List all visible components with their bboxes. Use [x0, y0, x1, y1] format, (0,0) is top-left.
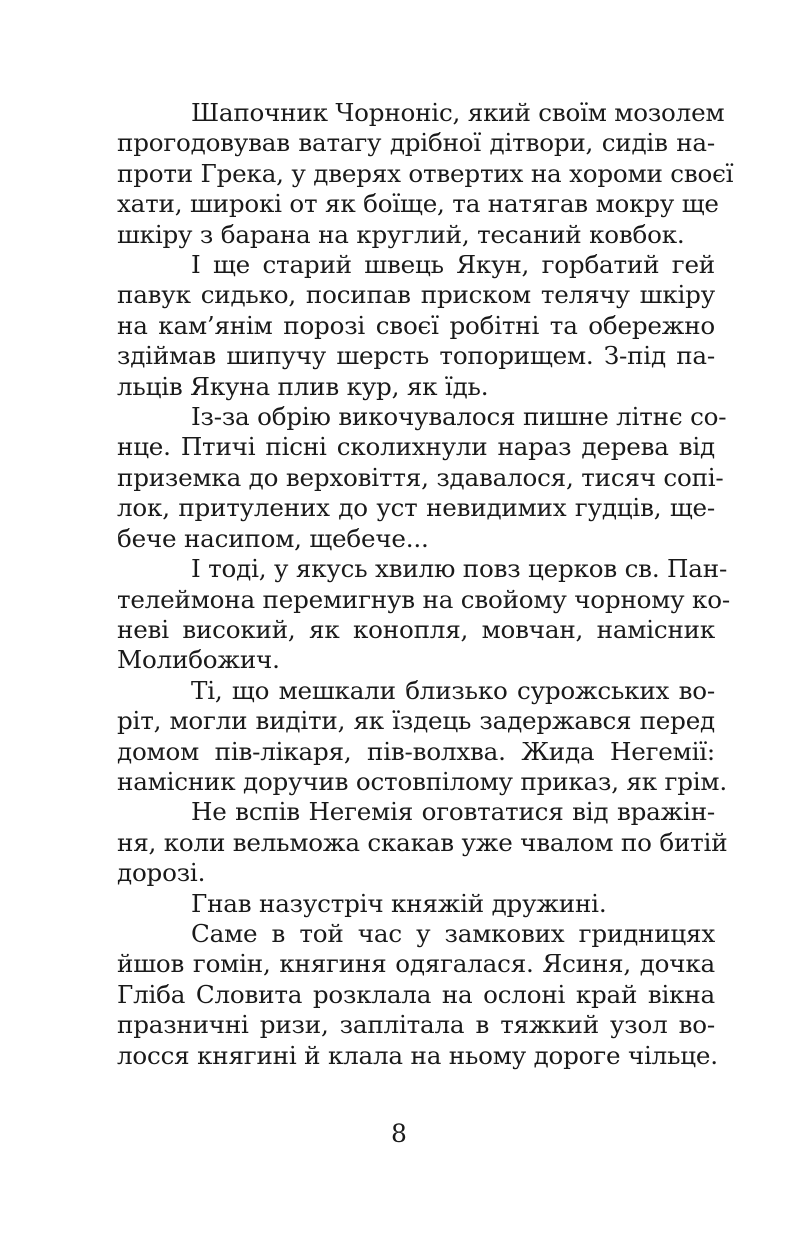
paragraph [117, 250, 715, 402]
text-line: ня, коли вельможа скакав уже чвалом по битій [117, 827, 728, 857]
text-line: Ті, що мешкали близько сурожських во- [191, 675, 715, 705]
text-line: празничні ризи, заплітала в тяжкий узол во- [117, 1010, 715, 1040]
text-line: Шапочник Чорноніс, який своїм мозолем [191, 98, 725, 127]
text-line: приземка до верховіття, здавалося, тисяч сопі- [117, 462, 724, 492]
paragraph [117, 402, 727, 554]
page-number: 8 [391, 1119, 407, 1148]
text-line: Не вспів Негемія оговтатися від вражін- [191, 797, 715, 827]
text-line: здіймав шипучу шерсть топорищем. З-під па- [117, 341, 715, 371]
text-line: проти Грека, у дверях отвертих на хороми своєї [117, 158, 734, 188]
text-line: Із-за обрію викочувалося пишне літнє со- [191, 402, 727, 432]
text-line: неві високий, як конопля, мовчан, намісник [117, 614, 715, 644]
text-line: лосся княгині й клала на ньому дороге чільце. [117, 1040, 718, 1070]
paragraph [117, 98, 734, 250]
text-line: телеймона перемигнув на свойому чорному ко- [117, 584, 730, 614]
text-line: намісник доручив остовпілому приказ, як грім. [117, 766, 727, 796]
text-line: Гнав назустріч княжій дружині. [191, 888, 607, 918]
paragraph [117, 797, 728, 888]
text-line: ріт, могли видіти, як їздець задержався перед [117, 706, 715, 736]
text-line: І ще старий швець Якун, горбатий гей [191, 250, 715, 280]
text-line: льців Якуна плив кур, як їдь. [117, 371, 489, 401]
text-line: бече насипом, щебече... [117, 523, 429, 553]
text-line: Саме в той час у замкових гридницях [191, 918, 715, 948]
text-line: лок, притулених до уст невидимих гудців, ще- [117, 493, 715, 523]
text-line: І тоді, у якусь хвилю повз церков св. Пан- [191, 554, 728, 584]
text-line: прогодовував ватагу дрібної дітвори, сидів на- [117, 128, 715, 158]
paragraph [117, 889, 715, 919]
paragraph [117, 554, 730, 676]
text-line: нце. Птичі пісні сколихнули нараз дерева від [117, 432, 715, 462]
text-line: шкіру з барана на круглий, тесаний ковбок. [117, 219, 685, 249]
text-line: на кам’янім порозі своєї робітні та обережно [117, 310, 715, 340]
paragraph [117, 675, 727, 798]
text-line: Гліба Словита розклала на ослоні край вікна [117, 979, 715, 1009]
body-text [117, 98, 734, 1071]
text-line: павук сидько, посипав приском телячу шкіру [117, 280, 715, 310]
paragraph [117, 918, 718, 1071]
text-line: Молибожич. [117, 645, 280, 675]
text-line: йшов гомін, княгиня одягалася. Ясиня, дочка [117, 949, 715, 979]
text-line: дорозі. [117, 858, 206, 888]
text-line: домом пів-лікаря, пів-волхва. Жида Негемії: [117, 736, 715, 766]
text-line: хати, широкі от як боїще, та натягав мокру ще [117, 189, 719, 219]
